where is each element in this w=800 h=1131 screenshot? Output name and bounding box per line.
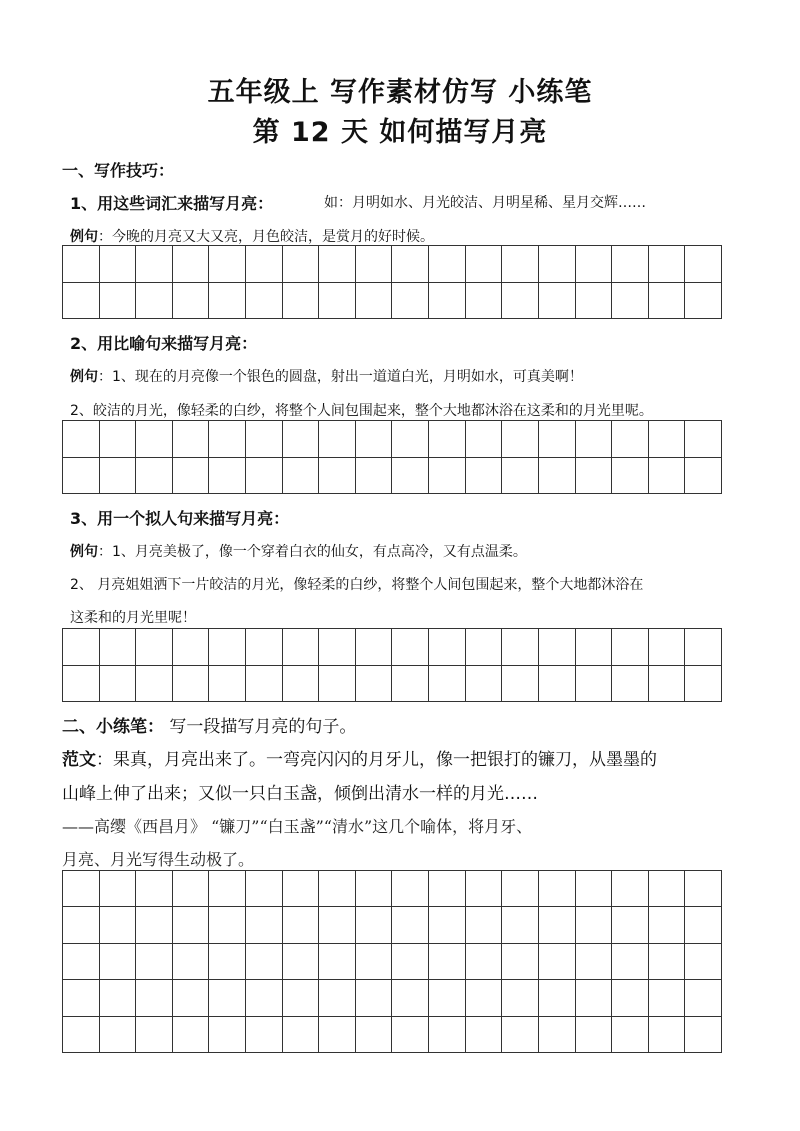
- grid-cell[interactable]: [429, 421, 466, 458]
- grid-cell[interactable]: [538, 1016, 575, 1052]
- grid-cell[interactable]: [648, 246, 685, 283]
- grid-cell[interactable]: [282, 943, 319, 979]
- grid-cell[interactable]: [648, 907, 685, 943]
- worksheet-title: 五年级上 写作素材仿写 小练笔: [207, 77, 593, 108]
- item1-vocabulary-note: 如：月明如水、月光皎洁、月明星稀、星月交辉……: [324, 195, 646, 211]
- grid-cell[interactable]: [136, 665, 173, 702]
- model-essay-line1: [62, 745, 657, 770]
- grid-cell[interactable]: [648, 871, 685, 907]
- grid-cell[interactable]: [502, 1016, 539, 1052]
- grid-cell[interactable]: [538, 943, 575, 979]
- grid-cell[interactable]: [246, 421, 283, 458]
- grid-cell[interactable]: [355, 980, 392, 1016]
- grid-cell[interactable]: [612, 246, 649, 283]
- grid-cell[interactable]: [246, 246, 283, 283]
- grid-cell[interactable]: [136, 457, 173, 494]
- grid-cell[interactable]: [502, 943, 539, 979]
- grid-cell[interactable]: [429, 282, 466, 319]
- grid-cell[interactable]: [63, 629, 100, 666]
- grid-cell[interactable]: [172, 421, 209, 458]
- grid-cell[interactable]: [319, 421, 356, 458]
- grid-cell[interactable]: [99, 282, 136, 319]
- grid-cell[interactable]: [538, 665, 575, 702]
- grid-cell[interactable]: [355, 665, 392, 702]
- grid-cell[interactable]: [538, 282, 575, 319]
- writing-grid[interactable]: [62, 628, 722, 702]
- grid-cell[interactable]: [465, 629, 502, 666]
- grid-cell[interactable]: [392, 907, 429, 943]
- grid-cell[interactable]: [502, 282, 539, 319]
- grid-cell[interactable]: [648, 980, 685, 1016]
- grid-cell[interactable]: [429, 871, 466, 907]
- grid-cell[interactable]: [172, 282, 209, 319]
- grid-row: [63, 980, 722, 1016]
- grid-cell[interactable]: [392, 421, 429, 458]
- grid-cell[interactable]: [246, 943, 283, 979]
- grid-cell[interactable]: [465, 871, 502, 907]
- grid-cell[interactable]: [136, 629, 173, 666]
- grid-cell[interactable]: [99, 943, 136, 979]
- grid-cell[interactable]: [355, 943, 392, 979]
- grid-cell[interactable]: [355, 246, 392, 283]
- grid-cell[interactable]: [612, 282, 649, 319]
- grid-cell[interactable]: [209, 943, 246, 979]
- grid-cell[interactable]: [685, 282, 722, 319]
- model-essay-comment-line1: ——高缨《西昌月》 “镰刀”“白玉盏”“清水”这几个喻体，将月牙、: [62, 817, 533, 836]
- grid-cell[interactable]: [246, 629, 283, 666]
- grid-cell[interactable]: [282, 457, 319, 494]
- grid-row: [63, 665, 722, 702]
- grid-row: [63, 246, 722, 283]
- grid-cell[interactable]: [99, 665, 136, 702]
- grid-cell[interactable]: [63, 871, 100, 907]
- grid-cell[interactable]: [282, 421, 319, 458]
- grid-cell[interactable]: [63, 246, 100, 283]
- section-heading-techniques: 一、写作技巧：: [62, 161, 175, 180]
- grid-cell[interactable]: [355, 871, 392, 907]
- grid-cell[interactable]: [136, 943, 173, 979]
- grid-cell[interactable]: [99, 629, 136, 666]
- grid-cell[interactable]: [319, 246, 356, 283]
- grid-cell[interactable]: [648, 282, 685, 319]
- grid-cell[interactable]: [612, 421, 649, 458]
- example-label: 例句: [70, 544, 98, 560]
- grid-cell[interactable]: [246, 907, 283, 943]
- grid-cell[interactable]: [209, 1016, 246, 1052]
- grid-cell[interactable]: [355, 1016, 392, 1052]
- writing-grid[interactable]: [62, 420, 722, 494]
- grid-cell[interactable]: [465, 246, 502, 283]
- item1-example: [70, 226, 434, 246]
- grid-cell[interactable]: [429, 457, 466, 494]
- grid-cell[interactable]: [429, 1016, 466, 1052]
- grid-cell[interactable]: [575, 421, 612, 458]
- grid-cell[interactable]: [319, 1016, 356, 1052]
- item3-heading: 3、用一个拟人句来描写月亮：: [70, 509, 290, 528]
- grid-row: [63, 943, 722, 979]
- grid-cell[interactable]: [172, 1016, 209, 1052]
- grid-cell[interactable]: [246, 871, 283, 907]
- grid-cell[interactable]: [538, 457, 575, 494]
- grid-cell[interactable]: [246, 665, 283, 702]
- grid-cell[interactable]: [63, 665, 100, 702]
- item2-example-1: [70, 366, 583, 386]
- grid-cell[interactable]: [648, 665, 685, 702]
- grid-cell[interactable]: [429, 629, 466, 666]
- grid-cell[interactable]: [355, 457, 392, 494]
- grid-cell[interactable]: [99, 457, 136, 494]
- grid-cell[interactable]: [685, 629, 722, 666]
- grid-cell[interactable]: [246, 457, 283, 494]
- grid-cell[interactable]: [392, 457, 429, 494]
- grid-cell[interactable]: [136, 1016, 173, 1052]
- grid-cell[interactable]: [685, 871, 722, 907]
- grid-cell[interactable]: [575, 629, 612, 666]
- grid-cell[interactable]: [575, 907, 612, 943]
- grid-cell[interactable]: [63, 980, 100, 1016]
- grid-cell[interactable]: [648, 457, 685, 494]
- grid-cell[interactable]: [209, 907, 246, 943]
- grid-cell[interactable]: [575, 980, 612, 1016]
- grid-cell[interactable]: [465, 907, 502, 943]
- grid-cell[interactable]: [319, 629, 356, 666]
- grid-cell[interactable]: [575, 457, 612, 494]
- grid-cell[interactable]: [355, 629, 392, 666]
- grid-cell[interactable]: [172, 980, 209, 1016]
- grid-cell[interactable]: [429, 665, 466, 702]
- item2-heading: 2、用比喻句来描写月亮：: [70, 334, 258, 353]
- writing-grid-large[interactable]: [62, 870, 722, 1053]
- grid-cell[interactable]: [685, 1016, 722, 1052]
- grid-row: [63, 1016, 722, 1052]
- grid-cell[interactable]: [392, 665, 429, 702]
- grid-cell[interactable]: [612, 943, 649, 979]
- grid-cell[interactable]: [575, 943, 612, 979]
- grid-cell[interactable]: [685, 980, 722, 1016]
- grid-row: [63, 907, 722, 943]
- grid-cell[interactable]: [99, 907, 136, 943]
- grid-cell[interactable]: [465, 421, 502, 458]
- grid-cell[interactable]: [502, 457, 539, 494]
- grid-cell[interactable]: [612, 629, 649, 666]
- grid-cell[interactable]: [99, 1016, 136, 1052]
- grid-cell[interactable]: [392, 246, 429, 283]
- grid-cell[interactable]: [63, 421, 100, 458]
- grid-cell[interactable]: [538, 980, 575, 1016]
- writing-grid[interactable]: [62, 245, 722, 319]
- grid-cell[interactable]: [355, 421, 392, 458]
- grid-cell[interactable]: [246, 282, 283, 319]
- grid-cell[interactable]: [282, 980, 319, 1016]
- grid-cell[interactable]: [685, 665, 722, 702]
- grid-cell[interactable]: [319, 665, 356, 702]
- section-heading-practice: 二、小练笔：: [62, 717, 164, 737]
- grid-cell[interactable]: [246, 980, 283, 1016]
- grid-cell[interactable]: [538, 421, 575, 458]
- grid-cell[interactable]: [465, 457, 502, 494]
- grid-cell[interactable]: [136, 980, 173, 1016]
- grid-row: [63, 871, 722, 907]
- grid-cell[interactable]: [136, 421, 173, 458]
- grid-cell[interactable]: [282, 1016, 319, 1052]
- grid-cell[interactable]: [209, 980, 246, 1016]
- grid-cell[interactable]: [209, 282, 246, 319]
- grid-cell[interactable]: [429, 980, 466, 1016]
- practice-task: 写一段描写月亮的句子。: [169, 717, 357, 737]
- grid-cell[interactable]: [172, 943, 209, 979]
- grid-cell[interactable]: [209, 665, 246, 702]
- grid-cell[interactable]: [282, 282, 319, 319]
- grid-row: [63, 421, 722, 458]
- item3-example-1: [70, 541, 527, 561]
- grid-cell[interactable]: [209, 457, 246, 494]
- grid-cell[interactable]: [685, 907, 722, 943]
- grid-cell[interactable]: [465, 943, 502, 979]
- grid-cell[interactable]: [612, 457, 649, 494]
- grid-cell[interactable]: [465, 282, 502, 319]
- grid-cell[interactable]: [172, 629, 209, 666]
- example-label: 例句: [70, 369, 98, 385]
- grid-cell[interactable]: [319, 457, 356, 494]
- grid-cell[interactable]: [172, 457, 209, 494]
- grid-cell[interactable]: [575, 246, 612, 283]
- grid-cell[interactable]: [465, 665, 502, 702]
- grid-cell[interactable]: [429, 907, 466, 943]
- grid-cell[interactable]: [502, 665, 539, 702]
- grid-cell[interactable]: [538, 871, 575, 907]
- grid-cell[interactable]: [355, 907, 392, 943]
- model-essay-line2: 山峰上伸了出来；又似一只白玉盏，倾倒出清水一样的月光……: [62, 784, 538, 804]
- grid-cell[interactable]: [575, 282, 612, 319]
- grid-cell[interactable]: [63, 943, 100, 979]
- grid-cell[interactable]: [538, 907, 575, 943]
- grid-cell[interactable]: [99, 421, 136, 458]
- item3-example-2-line2: 这柔和的月光里呢！: [70, 610, 196, 626]
- grid-cell[interactable]: [575, 871, 612, 907]
- model-essay-comment-line2: 月亮、月光写得生动极了。: [62, 850, 255, 869]
- grid-cell[interactable]: [392, 871, 429, 907]
- grid-cell[interactable]: [502, 907, 539, 943]
- grid-cell[interactable]: [172, 907, 209, 943]
- grid-cell[interactable]: [392, 1016, 429, 1052]
- grid-cell[interactable]: [648, 629, 685, 666]
- grid-cell[interactable]: [136, 246, 173, 283]
- grid-cell[interactable]: [282, 665, 319, 702]
- grid-cell[interactable]: [172, 246, 209, 283]
- grid-cell[interactable]: [209, 629, 246, 666]
- grid-cell[interactable]: [612, 665, 649, 702]
- grid-cell[interactable]: [575, 1016, 612, 1052]
- grid-row: [63, 457, 722, 494]
- grid-cell[interactable]: [355, 282, 392, 319]
- grid-cell[interactable]: [319, 282, 356, 319]
- practice-heading-line: [62, 712, 356, 737]
- item3-example-2-line1: 2、 月亮姐姐洒下一片皎洁的月光，像轻柔的白纱，将整个人间包围起来，整个大地都沐浴在: [70, 577, 644, 593]
- grid-cell[interactable]: [319, 943, 356, 979]
- example-text: ：1、月亮美极了，像一个穿着白衣的仙女，有点高冷，又有点温柔。: [98, 544, 527, 560]
- grid-cell[interactable]: [209, 421, 246, 458]
- grid-cell[interactable]: [502, 246, 539, 283]
- grid-cell[interactable]: [502, 421, 539, 458]
- grid-cell[interactable]: [209, 246, 246, 283]
- grid-cell[interactable]: [282, 629, 319, 666]
- grid-cell[interactable]: [282, 246, 319, 283]
- grid-cell[interactable]: [429, 943, 466, 979]
- grid-row: [63, 629, 722, 666]
- grid-cell[interactable]: [612, 871, 649, 907]
- grid-cell[interactable]: [172, 871, 209, 907]
- grid-cell[interactable]: [392, 282, 429, 319]
- grid-cell[interactable]: [63, 282, 100, 319]
- grid-cell[interactable]: [612, 1016, 649, 1052]
- item2-example-2: 2、皎洁的月光，像轻柔的白纱，将整个人间包围起来，整个大地都沐浴在这柔和的月光里呢。: [70, 403, 653, 419]
- worksheet-subtitle: 第 12 天 如何描写月亮: [252, 117, 548, 148]
- grid-cell[interactable]: [465, 980, 502, 1016]
- grid-cell[interactable]: [648, 1016, 685, 1052]
- grid-cell[interactable]: [502, 629, 539, 666]
- example-text: ：1、现在的月亮像一个银色的圆盘，射出一道道白光，月明如水，可真美啊！: [98, 369, 583, 385]
- grid-cell[interactable]: [392, 980, 429, 1016]
- grid-row: [63, 282, 722, 319]
- grid-cell[interactable]: [246, 1016, 283, 1052]
- grid-cell[interactable]: [209, 871, 246, 907]
- grid-cell[interactable]: [612, 980, 649, 1016]
- grid-cell[interactable]: [685, 421, 722, 458]
- grid-cell[interactable]: [172, 665, 209, 702]
- grid-cell[interactable]: [319, 871, 356, 907]
- grid-cell[interactable]: [282, 907, 319, 943]
- grid-cell[interactable]: [136, 282, 173, 319]
- grid-cell[interactable]: [575, 665, 612, 702]
- grid-cell[interactable]: [538, 246, 575, 283]
- grid-cell[interactable]: [63, 907, 100, 943]
- grid-cell[interactable]: [502, 980, 539, 1016]
- grid-cell[interactable]: [99, 246, 136, 283]
- grid-cell[interactable]: [319, 980, 356, 1016]
- grid-cell[interactable]: [392, 629, 429, 666]
- grid-cell[interactable]: [538, 629, 575, 666]
- example-label: 例句: [70, 229, 98, 245]
- grid-cell[interactable]: [648, 943, 685, 979]
- grid-cell[interactable]: [63, 1016, 100, 1052]
- grid-cell[interactable]: [612, 907, 649, 943]
- model-essay-text: ：果真，月亮出来了。一弯亮闪闪的月牙儿，像一把银打的镰刀，从墨墨的: [96, 750, 657, 770]
- grid-cell[interactable]: [685, 246, 722, 283]
- grid-cell[interactable]: [685, 457, 722, 494]
- grid-cell[interactable]: [63, 457, 100, 494]
- grid-cell[interactable]: [429, 246, 466, 283]
- item1-heading: 1、用这些词汇来描写月亮：: [70, 194, 274, 213]
- grid-cell[interactable]: [465, 1016, 502, 1052]
- grid-cell[interactable]: [136, 871, 173, 907]
- grid-cell[interactable]: [392, 943, 429, 979]
- grid-cell[interactable]: [319, 907, 356, 943]
- grid-cell[interactable]: [282, 871, 319, 907]
- grid-cell[interactable]: [99, 980, 136, 1016]
- grid-cell[interactable]: [685, 943, 722, 979]
- grid-cell[interactable]: [136, 907, 173, 943]
- grid-cell[interactable]: [99, 871, 136, 907]
- example-text: ：今晚的月亮又大又亮，月色皎洁，是赏月的好时候。: [98, 229, 434, 245]
- grid-cell[interactable]: [648, 421, 685, 458]
- model-essay-label: 范文: [62, 750, 96, 770]
- grid-cell[interactable]: [502, 871, 539, 907]
